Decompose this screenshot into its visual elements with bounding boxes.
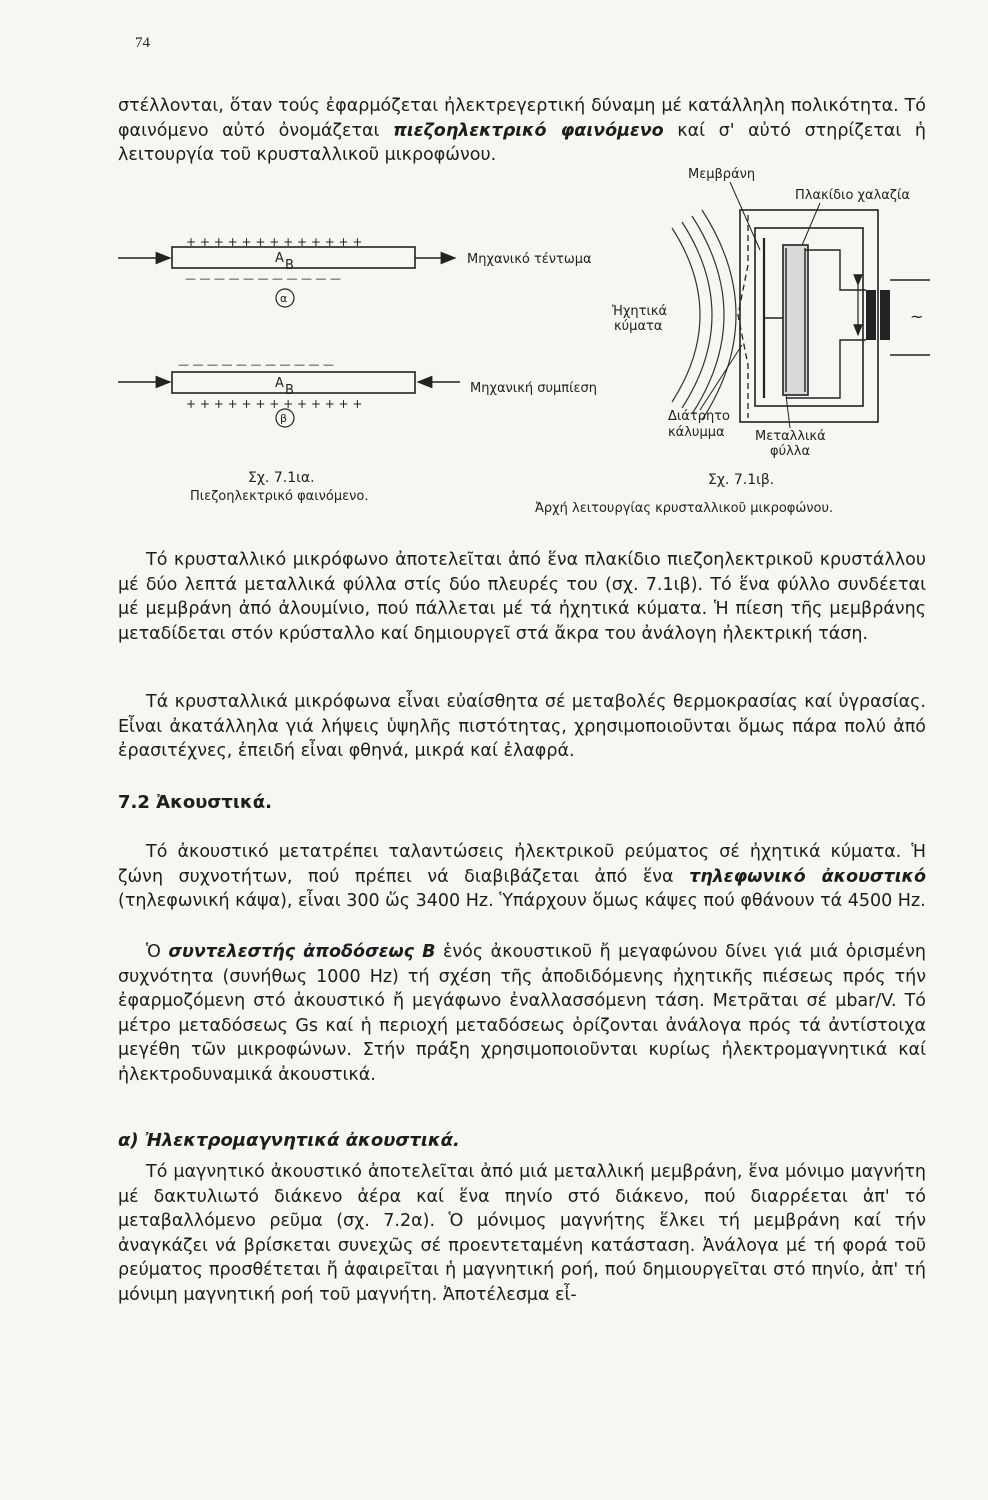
mark-b: β — [280, 412, 288, 425]
para3-before: Τό ἀκουστικό μετατρέπει ταλαντώσεις ἠλεκτρικοῦ ρεύματος σέ ἠχητικά κύματα. Ἡ ζώνη συχνοτήτων, πού πρέπει νά διαβιβάζεται ἀπό ἕνα — [118, 842, 926, 887]
label-b-bottom: B — [285, 383, 294, 398]
caption-a-title: Σχ. 7.1ια. — [248, 470, 315, 486]
intro-term: πιεζοηλεκτρικό φαινόμενο — [393, 120, 664, 141]
paragraph-earphones — [118, 840, 926, 914]
caption-b-text: Ἀρχή λειτουργίας κρυσταλλικοῦ μικροφώνου. — [535, 501, 834, 516]
subsection-heading: α) Ἠλεκτρομαγνητικά ἀκουστικά. — [118, 1130, 460, 1151]
section-heading: 7.2 Ἀκουστικά. — [118, 792, 272, 813]
label-cover-1: Διάτρητο — [668, 409, 730, 424]
para3-after: (τηλεφωνική κάψα), εἶναι 300 ὥς 3400 Hz. Ὑπάρχουν ὅμως κάψες πού φθάνουν τά 4500 Hz. — [118, 891, 926, 912]
crystal-plate — [783, 245, 808, 395]
figure-7-1a — [118, 235, 597, 504]
paragraph-efficiency — [118, 940, 926, 1088]
paragraph-magnetic-earphone: Τό μαγνητικό ἀκουστικό ἀποτελεῖται ἀπό μιά μεταλλική μεμβράνη, ἕνα μόνιμο μαγνήτη μέ δακτυλιωτό διάκενο ἀέρα καί ἕνα πηνίο στό διάκενο, πού διαρρέεται ἀπ' τό μεταβαλλόμενο ρεῦμα (σχ. 7.2α). Ὁ μόνιμος μαγνήτης ἕλκει τή μεμβράνη καί τήν ἀναγκάζει νά βρίσκεται συνεχῶς σέ προεντεταμένη κατάσταση. Ἀνάλογα μέ τή φορά τοῦ ρεύματος προσθέτεται ἤ ἀφαιρεῖται ἡ μαγνητική ροή, πού δημιουργεῖται στό πηνίο, ἀπ' τή μόνιμη μαγνητική ροή τοῦ μαγνήτη. Ἀποτέλεσμα εἶ- — [118, 1162, 926, 1305]
para3-term: τηλεφωνικό ἀκουστικό — [689, 866, 926, 887]
label-b-top: B — [285, 258, 294, 273]
housing-inner — [755, 228, 863, 406]
plus-charges-bottom: + + + + + + + + + + + + + — [186, 397, 363, 411]
intro-text-before: στέλλονται, ὅταν τούς ἐφαρμόζεται ἠλεκτρεγερτική δύναμη μέ κατάλληλη πολικότητα. Τό φαινόμενο αὐτό ὀνομάζεται — [118, 96, 926, 141]
minus-charges-bottom: — — — — — — — — — — — — [178, 358, 334, 371]
sound-wave-2 — [682, 222, 712, 408]
page-number: 74 — [135, 35, 150, 51]
intro-text-after: καί σ' αὐτό στηρίζεται ἡ λειτουργία τοῦ κρυσταλλικοῦ μικροφώνου. — [118, 120, 927, 166]
compression-label: Μηχανική συμπίεση — [470, 381, 597, 396]
label-cover-2: κάλυμμα — [668, 425, 725, 440]
para4-term: συντελεστής ἀποδόσεως Β — [168, 942, 436, 962]
caption-a-text: Πιεζοηλεκτρικό φαινόμενο. — [190, 489, 369, 504]
transformer-coil-2 — [880, 290, 890, 340]
label-waves-2: κύματα — [614, 319, 663, 334]
mark-a: α — [280, 292, 288, 305]
para4-after: ἑνός ἀκουστικοῦ ἤ μεγαφώνου δίνει γιά μιά ὁρισμένη συχνότητα (συνήθως 1000 Hz) τή σχέση τῆς ἀποδιδόμενης ἠχητικῆς πιέσεως πρός τήν ἐφαρμοζόμενη στό ἀκουστικό ἤ μεγάφωνο ἐναλλασσόμενη τάση. Μετρᾶται σέ μbar/V. Τό μέτρο μεταδόσεως Gs καί ἡ περιοχή μεταδόσεως ὁρίζονται ἀνάλογα πρός τά ἀντίστοιχα μεγέθη τῶν μικροφώνων. Στήν πράξη χρησιμοποιοῦνται κυρίως ἠλεκτρομαγνητικά καί ἠλεκτροδυναμικά ἀκουστικά. — [118, 942, 927, 1085]
plus-charges-top: + + + + + + + + + + + + + — [186, 235, 363, 249]
label-leaves-2: φύλλα — [770, 444, 811, 459]
minus-charges-top: — — — — — — — — — — — — [185, 272, 341, 285]
label-crystal: Πλακίδιο χαλαζία — [795, 188, 910, 203]
figure-7-1b — [535, 167, 930, 516]
lead-top — [805, 250, 866, 290]
para4-before: Ὁ — [146, 942, 169, 962]
label-waves-1: Ἠχητικά — [612, 304, 668, 319]
label-membrane: Μεμβράνη — [688, 167, 756, 182]
label-a-top: A — [275, 251, 284, 266]
tension-label: Μηχανικό τέντωμα — [467, 252, 592, 267]
sound-wave-3 — [692, 216, 724, 414]
label-a-bottom: A — [275, 376, 284, 391]
label-leaves-1: Μεταλλικά — [755, 429, 826, 444]
sound-wave-1 — [672, 228, 700, 402]
paragraph-crystal-properties: Τά κρυσταλλικά μικρόφωνα εἶναι εὐαίσθητα σέ μεταβολές θερμοκρασίας καί ὑγρασίας. Εἶναι ἀκατάλληλα γιά λήψεις ὑψηλῆς πιστότητας, χρησιμοποιοῦνται ὅμως πάρα πολύ ἀπό ἐρασιτέχνες, ἐπειδή εἶναι φθηνά, μικρά καί ἐλαφρά. — [118, 692, 926, 762]
ac-symbol: ~ — [910, 307, 924, 326]
housing-outer — [740, 210, 878, 422]
leaves-leader — [786, 395, 790, 428]
paragraph-crystal-mic: Τό κρυσταλλικό μικρόφωνο ἀποτελεῖται ἀπό ἕνα πλακίδιο πιεζοηλεκτρικοῦ κρυστάλλου μέ δύο λεπτά μεταλλικά φύλλα στίς δύο πλευρές του (σχ. 7.1ιβ). Τό ἕνα φύλλο συνδέεται μέ μεμβράνη ἀπό ἀλουμίνιο, πού πάλλεται μέ τά ἠχητικά κύματα. Ἡ πίεση τῆς μεμβράνης μεταδίδεται στόν κρύσταλλο καί δημιουργεῖ στά ἄκρα του ἀνάλογη ἠλεκτρική τάση. — [118, 550, 926, 644]
caption-b-title: Σχ. 7.1ιβ. — [708, 472, 775, 488]
sound-wave-4 — [702, 210, 736, 420]
transformer-coil-1 — [866, 290, 876, 340]
